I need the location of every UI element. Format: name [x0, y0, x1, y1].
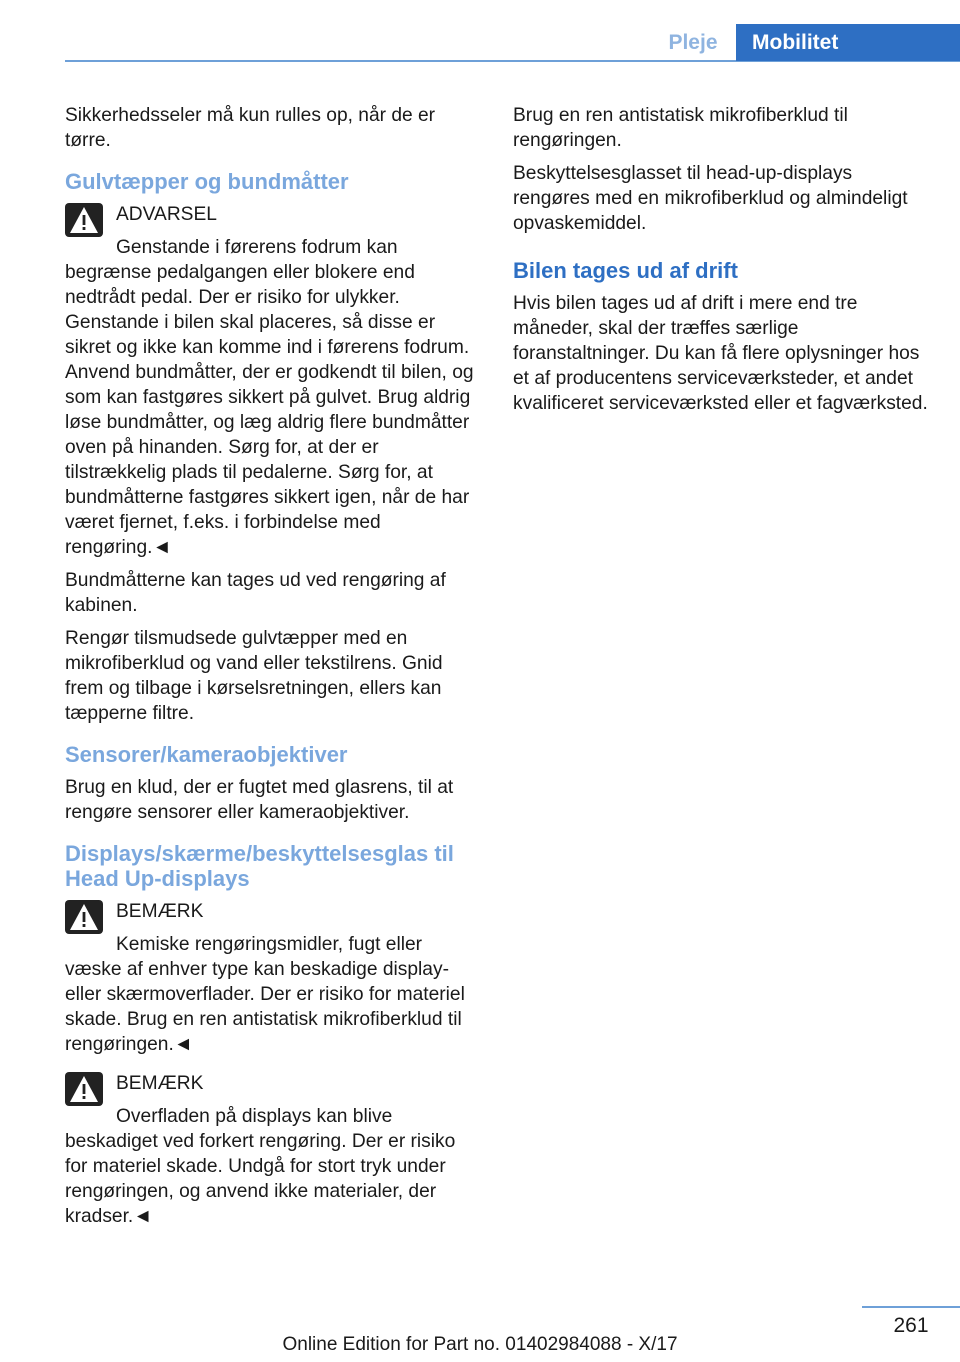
floor-mats-paragraph-1: Bundmåtterne kan tages ud ved rengøring af kabinen.	[65, 570, 446, 616]
floor-mats-paragraph-2: Rengør tilsmudsede gulvtæpper med en mikrofiberklud og vand eller tekstilrens. Gnid frem og tilbage i kørselsretningen, ellers kan tæpperne filtre.	[65, 628, 443, 724]
heading-floor-mats: Gulvtæpper og bundmåtter	[65, 169, 349, 194]
displays-paragraph-1: Brug en ren antistatisk mikrofiberklud til rengøringen.	[513, 105, 848, 151]
intro-paragraph: Sikkerhedsseler må kun rulles op, når de er tørre.	[65, 105, 436, 151]
warning-title: ADVARSEL	[116, 204, 217, 225]
left-column	[65, 103, 483, 1237]
heading-out-of-service: Bilen tages ud af drift	[513, 258, 738, 283]
tab-pleje[interactable]: Pleje	[668, 31, 718, 54]
heading-sensors: Sensorer/kameraobjektiver	[65, 742, 348, 767]
warning-body: Genstande i førerens fodrum kan begrænse pedalgangen eller blokere end nedtrådt pedal. Der er risiko for ulykker. Genstande i bilen skal placeres, så disse er sikret og ikke kan komme ind i førerens fodrum. Anvend bundmåtter, der er godkendt til bilen, og som kan fastgøres sikkert på gulvet. Brug aldrig løse bundmåtter, og læg aldrig flere bundmåtter oven på hinanden. Sørg for, at der er tilstrækkelig plads til pedalerne. Sørg for, at bundmåtterne fastgøres sikkert igen, når de har været fjernet, f.eks. i forbindelse med rengøring.◄	[65, 237, 474, 558]
out-of-service-paragraph: Hvis bilen tages ud af drift i mere end tre måneder, skal der træffes særlige foranstaltninger. Du kan få flere oplysninger hos et af producentens serviceværksteder, et andet kvalificeret serviceværksted eller et fagværksted.	[513, 293, 928, 414]
displays-paragraph-2: Beskyttelsesglasset til head-up-displays rengøres med en mikrofiberklud og almindeligt opvaskemiddel.	[513, 163, 908, 234]
sensors-paragraph: Brug en klud, der er fugtet med glasrens, til at rengøre sensorer eller kameraobjektiver.	[65, 777, 454, 823]
footer-rule	[862, 1306, 960, 1308]
notice-2-title: BEMÆRK	[116, 1073, 204, 1094]
page-number: 261	[893, 1314, 929, 1337]
notice-1-body: Kemiske rengøringsmidler, fugt eller væske af enhver type kan beskadige display- eller skærmoverflader. Der er risiko for materiel skade. Brug en ren antistatisk mikrofiberklud til rengøringen.◄	[65, 934, 465, 1055]
right-column	[513, 103, 933, 424]
edition-footer: Online Edition for Part no. 01402984088 - X/17	[282, 1334, 678, 1355]
notice-1	[65, 899, 483, 1057]
warning-triangle-icon	[65, 900, 103, 934]
warning-triangle-icon	[65, 1072, 103, 1106]
notice-2-body: Overfladen på displays kan blive beskadiget ved forkert rengøring. Der er risiko for materiel skade. Undgå for stort tryk under rengøringen, og anvend ikke materialer, der kradser.◄	[65, 1106, 456, 1227]
notice-2	[65, 1071, 483, 1229]
notice-1-title: BEMÆRK	[116, 901, 204, 922]
heading-displays: Displays/skærme/beskyttelsesglas til Head Up-displays	[65, 841, 454, 891]
warning-notice	[65, 202, 483, 560]
tab-mobilitet[interactable]: Mobilitet	[736, 24, 960, 61]
warning-triangle-icon	[65, 203, 103, 237]
